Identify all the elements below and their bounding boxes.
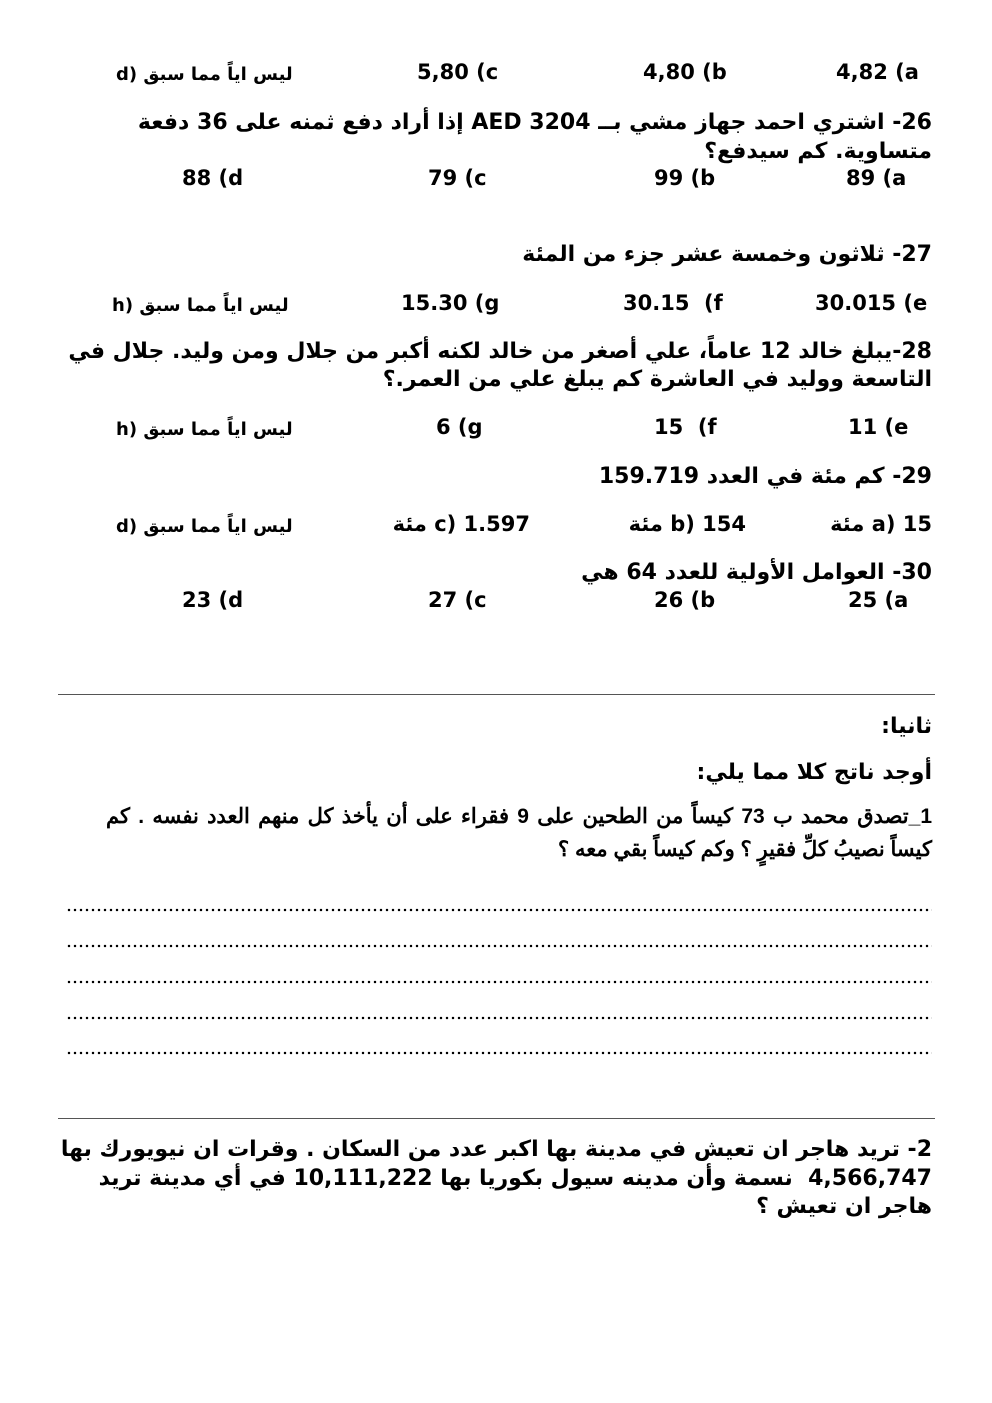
q28-option-h: h) ليس اياً مما سبق xyxy=(116,419,293,440)
section-divider-2 xyxy=(58,1118,935,1119)
q30-option-c: 27 (c xyxy=(428,588,487,612)
q25-option-a: 4,82 (a xyxy=(836,60,919,84)
q29-option-c: c) 1.597 مئة xyxy=(392,512,530,536)
q28-option-e: 11 (e xyxy=(848,415,909,439)
q26-option-b: 99 (b xyxy=(654,166,716,190)
q25-option-b: 4,80 (b xyxy=(643,60,727,84)
section-divider xyxy=(58,694,935,695)
q27-option-g: 15.30 (g xyxy=(401,291,500,315)
q29-option-a: a) 15 مئة xyxy=(830,512,932,536)
q25-option-d: d) ليس اياً مما سبق xyxy=(116,64,293,85)
q29-option-b: b) 154 مئة xyxy=(628,512,746,536)
answer-line-2[interactable] xyxy=(66,942,932,950)
q26-option-d: 88 (d xyxy=(182,166,244,190)
problem2-text-line2: 4,566,747 نسمة وأن مدينه سيول بكوريا بها 10,111,222 في أي مدينة تريد xyxy=(98,1166,932,1191)
q30-option-d: 23 (d xyxy=(182,588,244,612)
q28-option-f: 15 (f xyxy=(654,415,717,439)
q26-option-a: 89 (a xyxy=(846,166,907,190)
q26-text-line2: متساوية. كم سيدفع؟ xyxy=(704,139,932,164)
q26-option-c: 79 (c xyxy=(428,166,487,190)
answer-line-5[interactable] xyxy=(66,1049,932,1057)
q27-option-h: h) ليس اياً مما سبق xyxy=(112,295,289,316)
q28-text-line1: 28-يبلغ خالد 12 عاماً، علي أصغر من خالد لكنه أكبر من جلال ومن وليد. جلال في xyxy=(68,339,932,364)
problem2-text-line3: هاجر ان تعيش ؟ xyxy=(756,1194,932,1219)
q25-option-c: 5,80 (c xyxy=(417,60,499,84)
answer-line-4[interactable] xyxy=(66,1014,932,1022)
q29-option-d: d) ليس اياً مما سبق xyxy=(116,516,293,537)
section2-heading: ثانيا: xyxy=(881,714,932,739)
problem2-text-line1: 2- تريد هاجر ان تعيش في مدينة بها اكبر عدد من السكان . وقرات ان نيويورك بها xyxy=(60,1137,932,1162)
q29-text: 29- كم مئة في العدد 159.719 xyxy=(598,464,932,489)
section2-instruction: أوجد ناتج كلا مما يلي: xyxy=(696,760,932,785)
answer-line-1[interactable] xyxy=(66,906,932,914)
q26-text-line1: 26- اشتري احمد جهاز مشي بــ AED 3204 إذا أراد دفع ثمنه على 36 دفعة xyxy=(137,110,932,135)
q30-text: 30- العوامل الأولية للعدد 64 هي xyxy=(581,560,932,585)
q27-text: 27- ثلاثون وخمسة عشر جزء من المئة xyxy=(522,242,932,267)
q27-option-e: 30.015 (e xyxy=(815,291,928,315)
q27-option-f: 30.15 (f xyxy=(623,291,723,315)
q28-option-g: 6 (g xyxy=(436,415,483,439)
q28-text-line2: التاسعة ووليد في العاشرة كم يبلغ علي من العمر.؟ xyxy=(382,367,932,392)
q30-option-a: 25 (a xyxy=(848,588,909,612)
answer-line-3[interactable] xyxy=(66,978,932,986)
q30-option-b: 26 (b xyxy=(654,588,716,612)
problem1-text: 1_تصدق محمد ب 73 كيساً من الطحين على 9 فقراء على أن يأخذ كل منهم العدد نفسه . كم كيساً نصيبُ كلِّ فقيرٍ ؟ وكم كيساً بقي معه ؟ xyxy=(106,805,933,861)
